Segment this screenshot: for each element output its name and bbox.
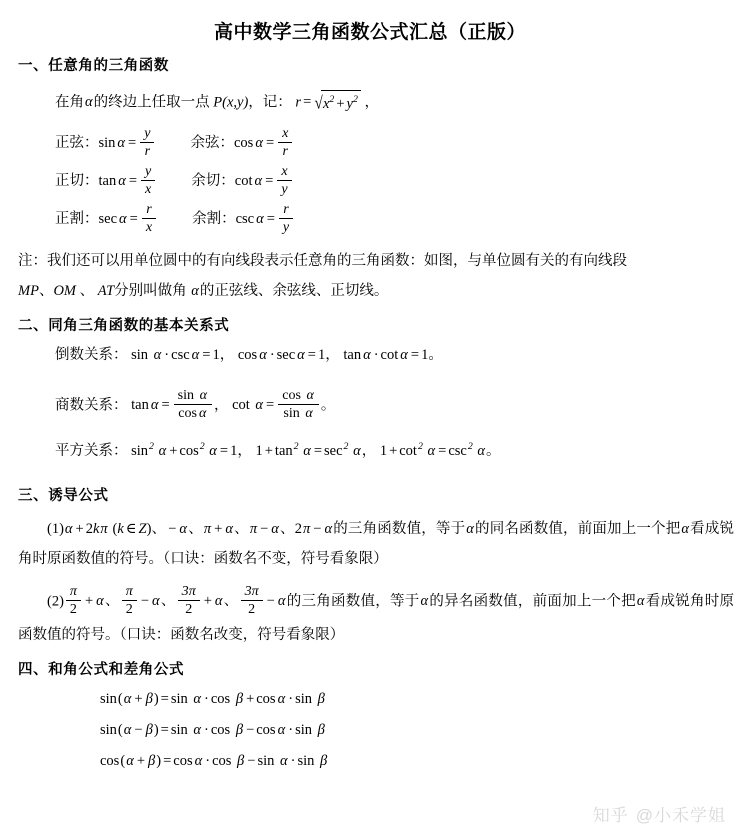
spacer (0, 574, 740, 584)
point-x: x (226, 94, 234, 111)
sqrt-expression (313, 90, 361, 116)
separator: ， (237, 443, 252, 459)
fraction-3pi-over-2: $\frac{3\pi}{2}$ (178, 584, 200, 617)
label-sine: 正弦： (55, 135, 99, 152)
reciprocal-item-3: tan α · cot α = 1 (343, 347, 429, 363)
denominator: y (279, 218, 293, 235)
alpha-symbol: α (466, 521, 474, 537)
fn-cot: cot (234, 173, 253, 190)
end-punct: 。 (486, 443, 501, 459)
point-y: y (237, 94, 244, 111)
label-secant: 正割： (55, 211, 99, 228)
intro-middle: 的终边上任取一点 (93, 94, 210, 111)
segment-mp: MP (18, 283, 39, 299)
relation-row-quotient (0, 388, 740, 430)
label-cosine: 余弦： (190, 135, 234, 152)
numerator: x (281, 163, 288, 179)
separator: ， (219, 347, 235, 363)
fraction-y-over-x (141, 164, 155, 197)
spacer (0, 78, 740, 90)
denominator: r (278, 142, 292, 159)
label-reciprocal: 倒数关系： (55, 347, 128, 363)
fn-csc: csc (235, 211, 255, 228)
sum-formula-sin-plus: sin(α + β) = sin α · cos β + cos α · sin β (100, 691, 325, 708)
section-heading-4: 四、和角公式和差角公式 (18, 662, 185, 679)
note-separator: 、 (79, 283, 95, 299)
spacer (0, 476, 740, 484)
section-heading-3: 三、诱导公式 (18, 488, 109, 504)
watermark-user: @小禾学姐 (635, 806, 726, 825)
denominator: y (277, 180, 291, 197)
equals-sign: = (128, 135, 137, 152)
label-pythagorean: 平方关系： (55, 443, 128, 459)
point-p: P (209, 94, 223, 111)
pythagorean-item-1: $\sin^2 \alpha + \cos^2 \alpha = 1$ (131, 441, 238, 459)
numerator: y (144, 125, 151, 141)
spacer (0, 306, 740, 314)
arg-alpha: α (255, 135, 263, 152)
end-punct: 。 (428, 347, 443, 363)
note-line2-b: 的正弦线、余弦线、正切线。 (199, 283, 389, 299)
sum-formula-sin-minus: sin(α − β) = sin α · cos β − cos α · sin β (100, 722, 325, 739)
induction-item-2 (0, 584, 740, 652)
end-punct: 。 (320, 397, 336, 414)
fraction-r-over-y (279, 202, 293, 235)
induction-angles-1: α + 2kπ (k ∈ Z)、 − α、π + α、π − α、2π − α (64, 521, 333, 537)
arg-alpha: α (254, 173, 263, 190)
note-line2-a: 分别叫做角 (114, 283, 187, 299)
segment-om: OM (53, 283, 76, 299)
fraction-3pi-over-2: $\frac{3\pi}{2}$ (241, 584, 263, 617)
trig-definition-row-sine (0, 126, 740, 164)
trig-definition-row-secant (0, 202, 740, 240)
fn-cos: cos (233, 135, 254, 152)
induction-fractions: $\frac{\pi}{2}$ + α、 $\frac{\pi}{2}$ − α、 $\frac{3\pi}{2}$ + α、 $\frac{3\pi}{2}$ − α (64, 593, 287, 609)
equals-sign: = (265, 135, 275, 152)
section1-note (0, 246, 740, 306)
section-heading-1: 一、任意角的三角函数 (18, 58, 169, 74)
intro-prefix: 在角 (55, 94, 84, 111)
alpha-symbol: α (636, 593, 645, 610)
equals-sign: = (266, 211, 275, 228)
induction-marker-1: (1) (47, 521, 64, 537)
arg-alpha: α (117, 135, 126, 152)
denominator: x (142, 218, 156, 235)
intro-note: ，记： (248, 94, 292, 111)
quotient-item-1: tan α = $\frac{\text{sin α}}{\text{cos α}}$ (131, 397, 214, 413)
induction-text-2b: 的异名函数值，前面加上一个把 (429, 593, 636, 610)
trig-definition-row-tangent (0, 164, 740, 202)
watermark (593, 801, 726, 826)
spacer (0, 116, 740, 126)
induction-text-1b: 的同名函数值，前面加上一个把 (474, 521, 681, 537)
equals-sign: = (129, 211, 138, 228)
induction-item-1 (0, 514, 740, 574)
radical-sign: √ (314, 92, 323, 113)
fraction-r-over-x (142, 202, 156, 235)
arg-alpha: α (256, 211, 264, 228)
alpha-symbol: α (420, 593, 429, 610)
relation-row-pythagorean (0, 441, 740, 476)
pythagorean-item-2: $1 + \tan^2 \alpha = \sec^2 \alpha$ (255, 441, 361, 459)
induction-marker-2: (2) (47, 593, 64, 610)
numerator: r (283, 201, 289, 217)
label-cosecant: 余割： (192, 211, 236, 228)
denominator: x (141, 180, 155, 197)
radicand: $x^2 + y^2$ (321, 90, 361, 116)
relation-row-reciprocal (0, 348, 740, 380)
numerator: x (282, 125, 289, 141)
arg-alpha: α (119, 211, 127, 228)
induction-text-1c: 看成锐角时原函数值的符号。（口诀：函数名不变，符号看象限） (18, 521, 735, 567)
alpha-symbol: α (85, 94, 93, 111)
point-paren-close: ) (243, 94, 249, 111)
spacer (0, 380, 740, 388)
alpha-symbol: α (191, 283, 199, 299)
arg-alpha: α (118, 173, 126, 190)
point-paren: ( (222, 94, 227, 111)
r-symbol: r (295, 94, 302, 111)
fraction-x-over-r (278, 126, 292, 159)
numerator: r (146, 201, 152, 217)
fraction-pi-over-2: $\frac{\pi}{2}$ (122, 584, 137, 617)
equals-sign: = (265, 173, 274, 190)
equals-sign: = (128, 173, 138, 190)
page-title: 高中数学三角函数公式汇总（正版） (213, 22, 526, 43)
fraction-pi-over-2: $\frac{\pi}{2}$ (66, 584, 81, 617)
numerator: y (145, 163, 152, 179)
fraction-x-over-y (277, 164, 291, 197)
segment-at: AT (97, 283, 115, 299)
denominator: r (140, 142, 154, 159)
quotient-item-2: cot α = $\frac{\text{cos α}}{\text{sin α}}$ (232, 397, 321, 413)
label-cotangent: 余切： (191, 173, 235, 190)
alpha-symbol: α (681, 521, 690, 537)
equals-sign: = (303, 94, 312, 111)
reciprocal-item-2: cos α · sec α = 1 (237, 347, 326, 363)
sum-formula-cos-plus: cos(α + β) = cos α · cos β − sin α · sin β (100, 753, 328, 770)
note-separator: 、 (38, 283, 54, 299)
induction-text-1a: 的三角函数值，等于 (333, 521, 466, 537)
label-tangent: 正切： (55, 173, 99, 190)
fn-tan: tan (98, 173, 117, 190)
spacer (0, 430, 740, 444)
induction-text-2c: 看成锐角时原函数值的符号。（口诀：函数名改变，符号看象限） (18, 593, 735, 644)
separator: ， (325, 347, 340, 363)
section1-intro: 在角α的终边上任取一点 P(x,y)，记： $r = √x^2 + y^2$ ， (0, 90, 740, 116)
watermark-brand: 知乎 (592, 806, 629, 825)
fraction-y-over-r (140, 126, 154, 159)
fn-sin: sin (98, 135, 116, 152)
separator: ， (213, 397, 229, 414)
point-comma: , (233, 94, 238, 111)
section-heading-2: 二、同角三角函数的基本关系式 (18, 318, 230, 334)
note-line-1: 注：我们还可以用单位圆中的有向线段表示任意角的三角函数：如图，与单位圆有关的有向线段 (18, 253, 627, 269)
label-quotient: 商数关系： (55, 397, 128, 414)
fn-sec: sec (98, 211, 118, 228)
induction-text-2a: 的三角函数值，等于 (286, 593, 420, 610)
pythagorean-item-3: $1 + \cot^2 \alpha = \csc^2 \alpha$ (379, 441, 486, 459)
reciprocal-item-1: sin α · csc α = 1 (131, 347, 220, 363)
separator: ， (361, 443, 377, 459)
